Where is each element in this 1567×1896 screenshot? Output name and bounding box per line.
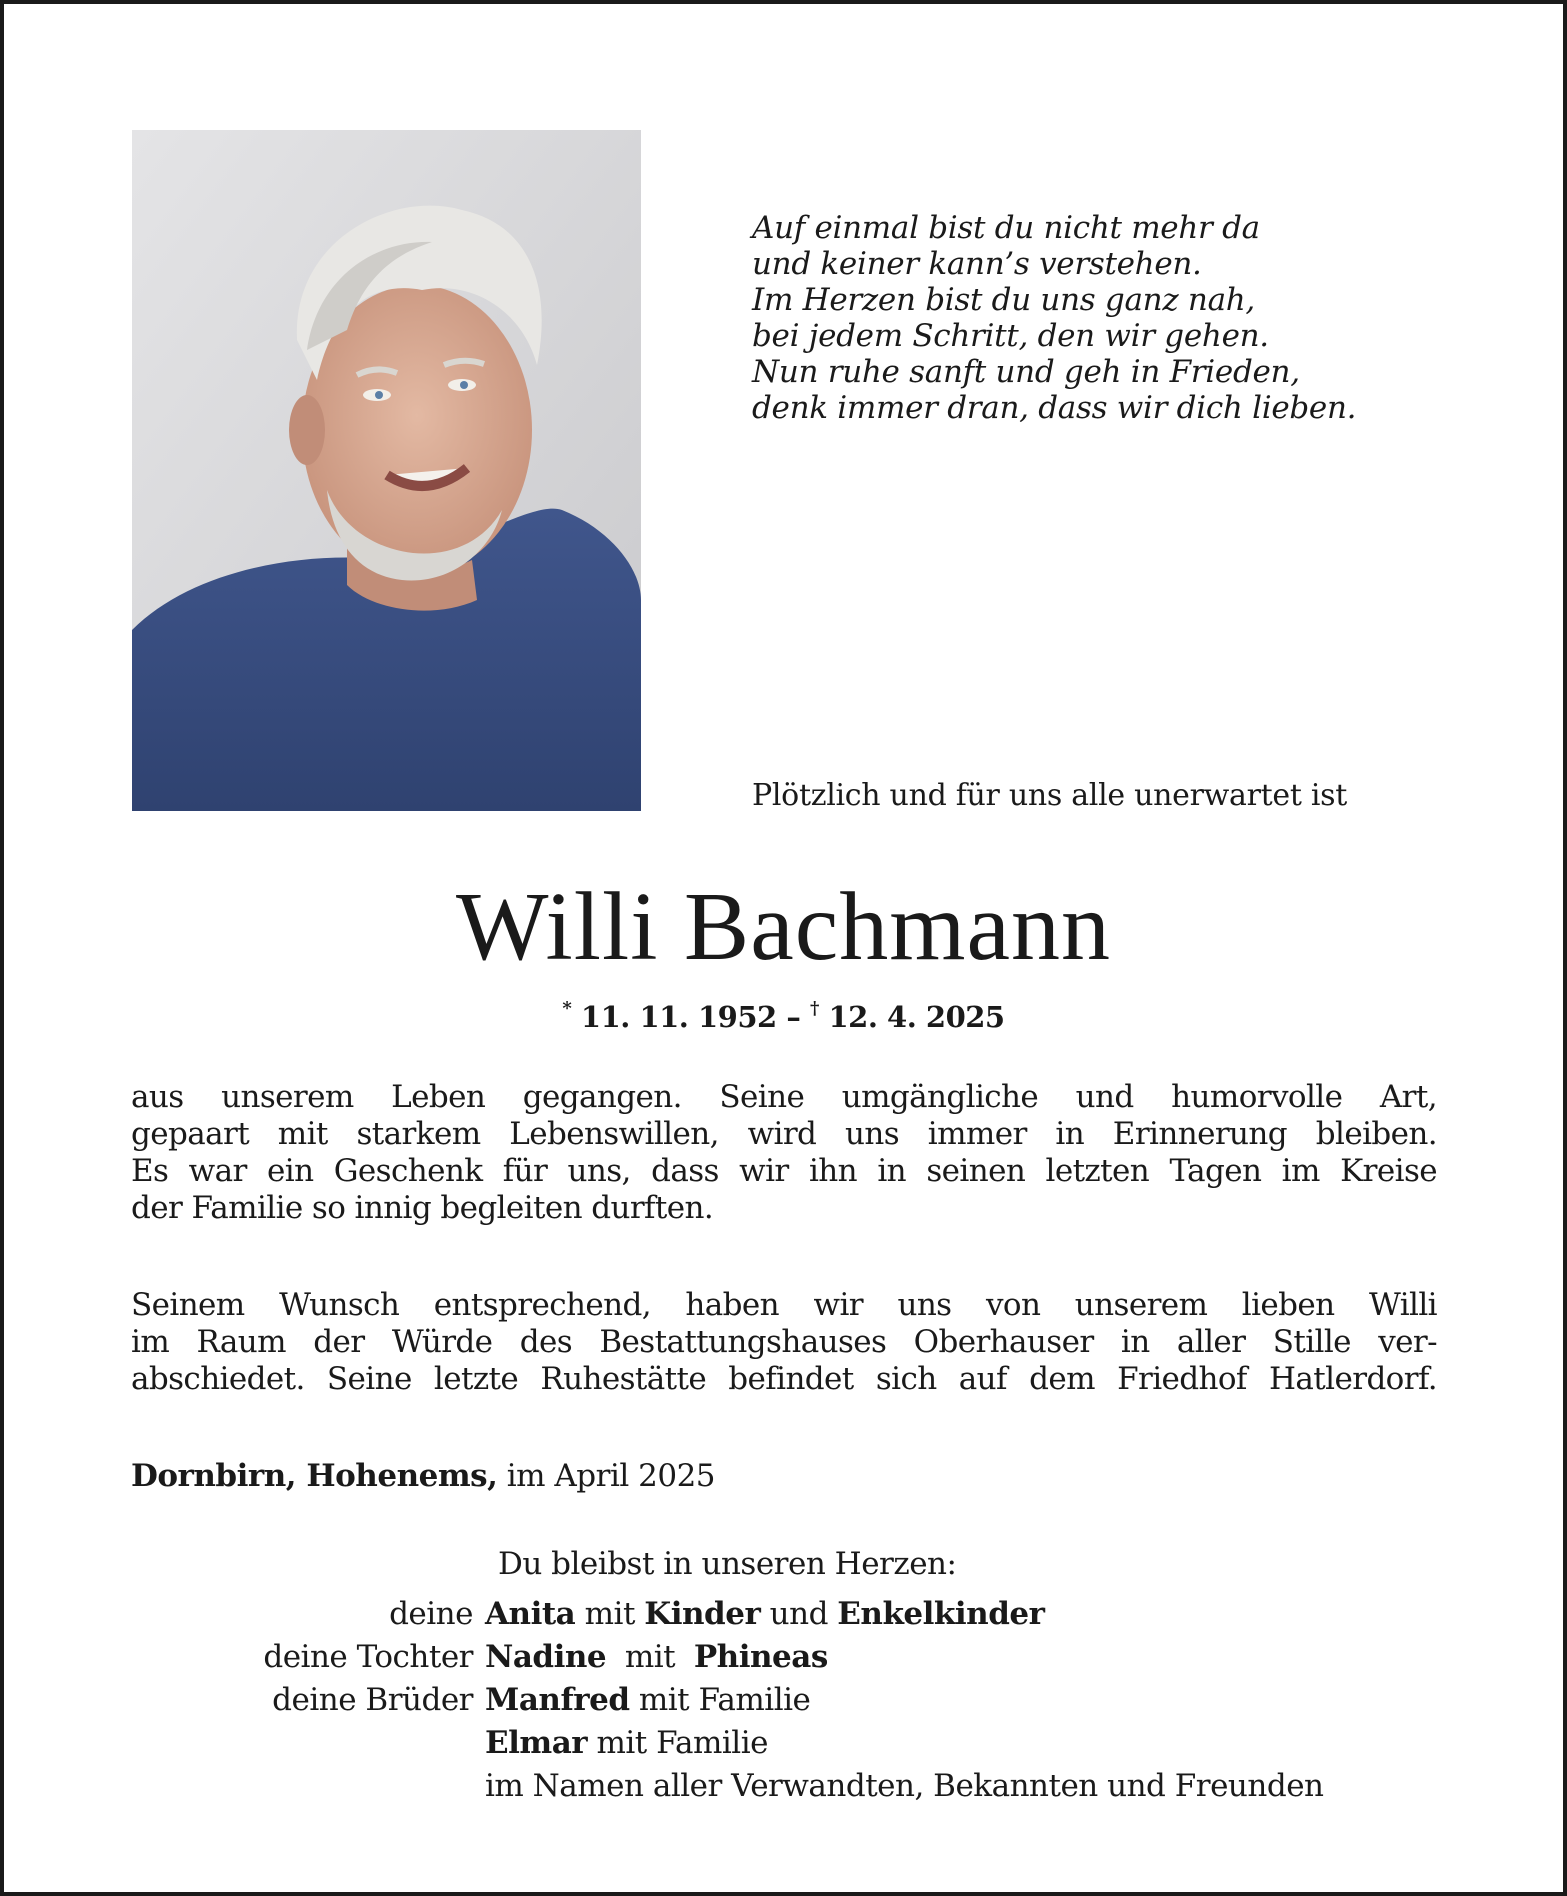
date-separator: –: [786, 1000, 801, 1034]
connector: mit: [624, 1639, 676, 1675]
deceased-name: Willi Bachmann: [455, 873, 1112, 981]
paragraph-line: abschiedet. Seine letzte Ruhestätte befindet sich auf dem Friedhof Hatlerdorf.: [131, 1361, 1437, 1397]
family-closing-text: im Namen aller Verwandten, Bekannten und Freunden: [485, 1768, 1324, 1804]
relation-label: deine: [389, 1596, 473, 1632]
poem-line: und keiner kann’s verstehen.: [752, 246, 1202, 282]
birth-symbol: *: [562, 998, 572, 1020]
family-row: [131, 1636, 1461, 1679]
closing-line: Du bleibst in unseren Herzen:: [498, 1546, 957, 1582]
place-date-text: im April 2025: [506, 1458, 716, 1494]
poem-line: denk immer dran, dass wir dich lieben.: [752, 390, 1357, 426]
family-row: [131, 1765, 1461, 1808]
connector: mit Familie: [596, 1725, 768, 1761]
member-name: Nadine: [485, 1639, 607, 1675]
place-towns: Dornbirn, Hohenems,: [131, 1458, 498, 1494]
poem-line: Nun ruhe sanft und geh in Frieden,: [752, 354, 1300, 390]
portrait-photo: [132, 130, 641, 811]
member-name: Anita: [485, 1596, 576, 1632]
paragraph-2: [131, 1287, 1437, 1398]
poem-line: Im Herzen bist du uns ganz nah,: [752, 282, 1255, 318]
poem-line: bei jedem Schritt, den wir gehen.: [752, 318, 1269, 354]
place-date: [131, 1458, 715, 1494]
relation-label: deine Tochter: [263, 1639, 473, 1675]
paragraph-line: Seinem Wunsch entsprechend, haben wir uns von unserem lieben Willi: [131, 1287, 1437, 1323]
paragraph-line: Es war ein Geschenk für uns, dass wir ihn in seinen letzten Tagen im Kreise: [131, 1153, 1437, 1189]
family-members: [485, 1679, 810, 1722]
relation-label: deine Brüder: [272, 1682, 473, 1718]
death-date: 12. 4. 2025: [828, 1000, 1005, 1034]
life-dates: [0, 1000, 1567, 1034]
member-name: Enkelkinder: [837, 1596, 1045, 1632]
family-row: [131, 1679, 1461, 1722]
member-name: Phineas: [693, 1639, 828, 1675]
relation-label: [131, 1765, 485, 1808]
paragraph-line: im Raum der Würde des Bestattungshauses Oberhauser in aller Stille ver-: [131, 1324, 1437, 1360]
connector: mit Familie: [638, 1682, 811, 1718]
family-row: [131, 1593, 1461, 1636]
paragraph-line: der Familie so innig begleiten durften.: [131, 1190, 714, 1226]
family-members: [485, 1636, 828, 1679]
portrait-image: [132, 130, 641, 811]
paragraph-line: aus unserem Leben gegangen. Seine umgängliche und humorvolle Art,: [131, 1079, 1437, 1115]
poem: [752, 210, 1356, 426]
death-symbol: †: [809, 998, 819, 1020]
family-row: [131, 1722, 1461, 1765]
family-list: [131, 1593, 1461, 1808]
relation-label: [131, 1722, 485, 1765]
connector: mit: [584, 1596, 635, 1632]
family-members: [485, 1722, 768, 1765]
birth-date: 11. 11. 1952: [580, 1000, 777, 1034]
poem-line: Auf einmal bist du nicht mehr da: [752, 210, 1260, 246]
paragraph-1: [131, 1079, 1437, 1227]
family-members: [485, 1593, 1044, 1636]
member-name: Kinder: [644, 1596, 761, 1632]
connector: und: [769, 1596, 828, 1632]
member-name: Manfred: [485, 1682, 630, 1718]
intro-text: Plötzlich und für uns alle unerwartet ist: [752, 778, 1347, 813]
member-name: Elmar: [485, 1725, 588, 1761]
paragraph-line: gepaart mit starkem Lebenswillen, wird uns immer in Erinnerung bleiben.: [131, 1116, 1437, 1152]
